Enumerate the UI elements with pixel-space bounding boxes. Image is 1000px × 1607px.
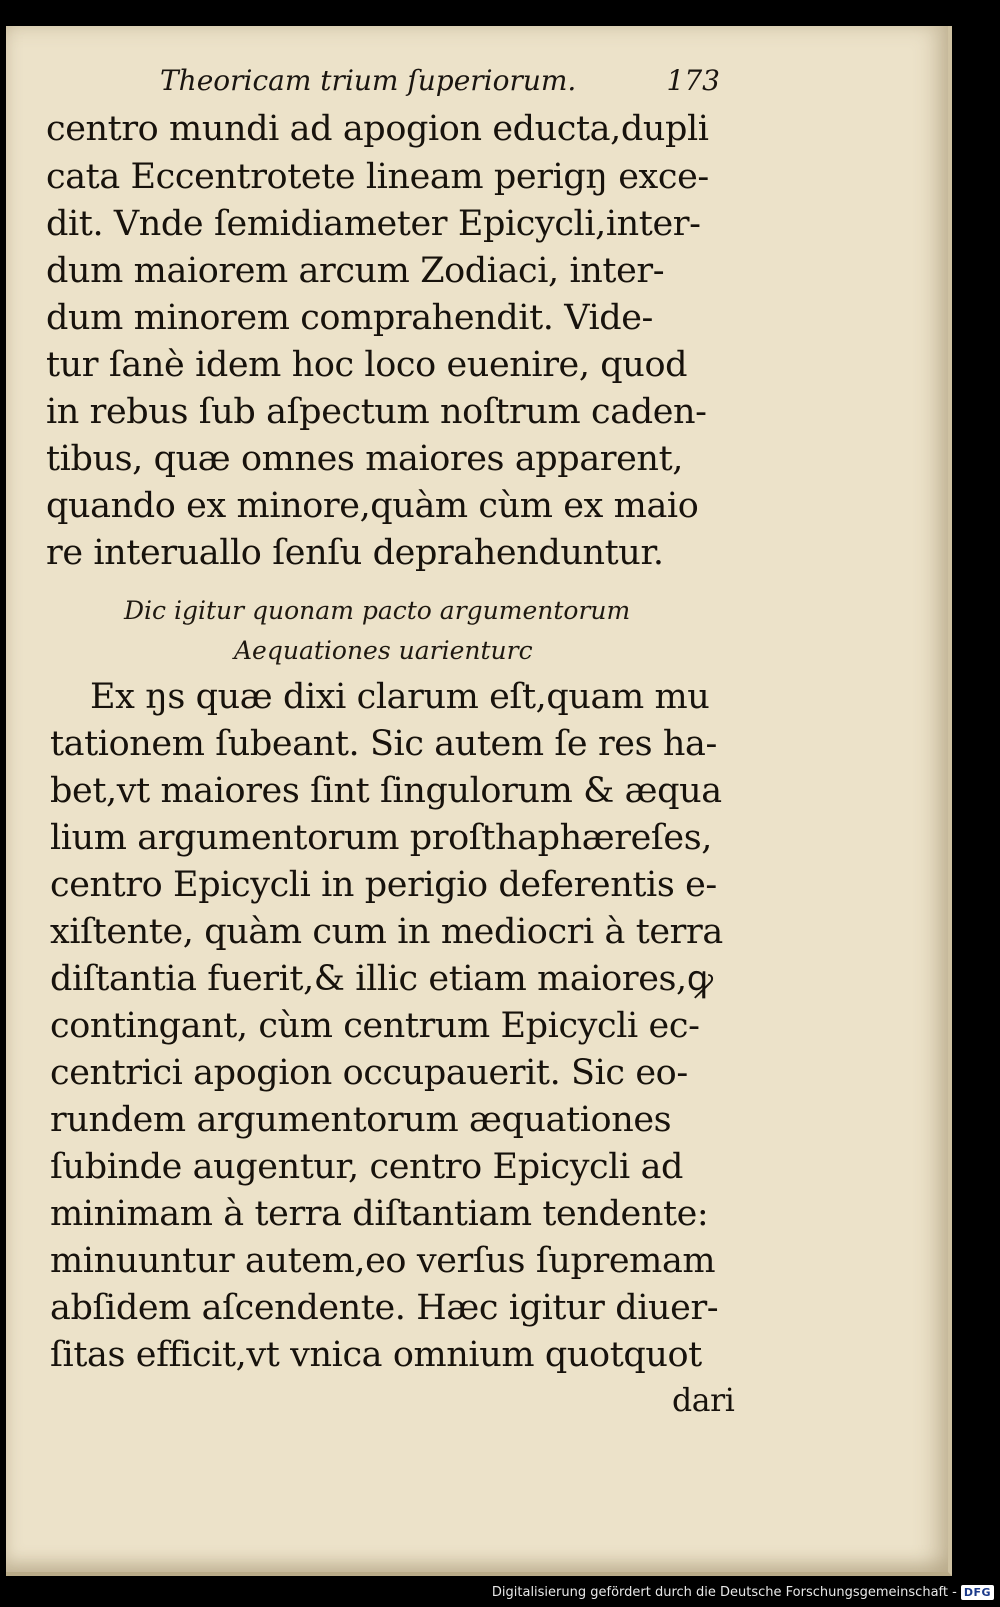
text-line: dit. Vnde ſemidiameter Epicycli,inter- bbox=[46, 204, 701, 244]
text-line: lium argumentorum proſthaphæreſes, bbox=[50, 818, 713, 858]
text-line: centrici apogion occupauerit. Sic eo- bbox=[50, 1053, 688, 1093]
running-head-title: Theoricam trium ſuperiorum. bbox=[160, 64, 577, 97]
text-line: ſubinde augentur, centro Epicycli ad bbox=[50, 1147, 684, 1187]
text-line: quando ex minore,quàm cùm ex maio bbox=[46, 486, 699, 526]
section-heading-line-1: Dic igitur quonam pacto argumentorum bbox=[124, 596, 631, 625]
text-line: minimam à terra diſtantiam tendente: bbox=[50, 1194, 709, 1234]
page-number: 173 bbox=[666, 64, 720, 97]
text-line: in rebus ſub aſpectum noſtrum caden- bbox=[46, 392, 707, 432]
text-line: centro Epicycli in perigio deferentis e- bbox=[50, 865, 717, 905]
text-line: contingant, cùm centrum Epicycli ec- bbox=[50, 1006, 700, 1046]
text-line: minuuntur autem,eo verſus ſupremam bbox=[50, 1241, 716, 1281]
text-line: diſtantia fuerit,& illic etiam maiores,ꝙ bbox=[50, 959, 713, 999]
text-line: xiſtente, quàm cum in mediocri à terra bbox=[50, 912, 723, 952]
dfg-logo: DFG bbox=[961, 1585, 994, 1600]
section-heading-line-2: Aequationes uarienturc bbox=[234, 636, 533, 665]
text-line: tibus, quæ omnes maiores apparent, bbox=[46, 439, 683, 479]
text-line: abſidem aſcendente. Hæc igitur diuer- bbox=[50, 1288, 719, 1328]
digitization-credit bbox=[492, 1581, 994, 1603]
credit-text: Digitalisierung gefördert durch die Deutsche Forschungsgemeinschaft - bbox=[491, 1584, 957, 1600]
text-line: bet,vt maiores ſint ſingulorum & æqua bbox=[50, 771, 722, 811]
text-line: rundem argumentorum æquationes bbox=[50, 1100, 672, 1140]
catchword: dari bbox=[672, 1383, 735, 1419]
text-line: re interuallo ſenſu deprahenduntur. bbox=[46, 533, 664, 573]
text-line: cata Eccentrotete lineam perigŋ exce- bbox=[46, 157, 709, 197]
text-line: centro mundi ad apogion educta,dupli bbox=[46, 109, 709, 149]
text-line: dum maiorem arcum Zodiaci, inter- bbox=[46, 251, 665, 291]
text-line: tationem ſubeant. Sic autem ſe res ha- bbox=[50, 724, 717, 764]
text-line: Ex ŋs quæ dixi clarum eſt,quam mu bbox=[90, 677, 710, 717]
text-line: dum minorem comprahendit. Vide- bbox=[46, 298, 653, 338]
text-line: ſitas efficit,vt vnica omnium quotquot bbox=[50, 1335, 702, 1375]
text-line: tur ſanè idem hoc loco euenire, quod bbox=[46, 345, 688, 385]
